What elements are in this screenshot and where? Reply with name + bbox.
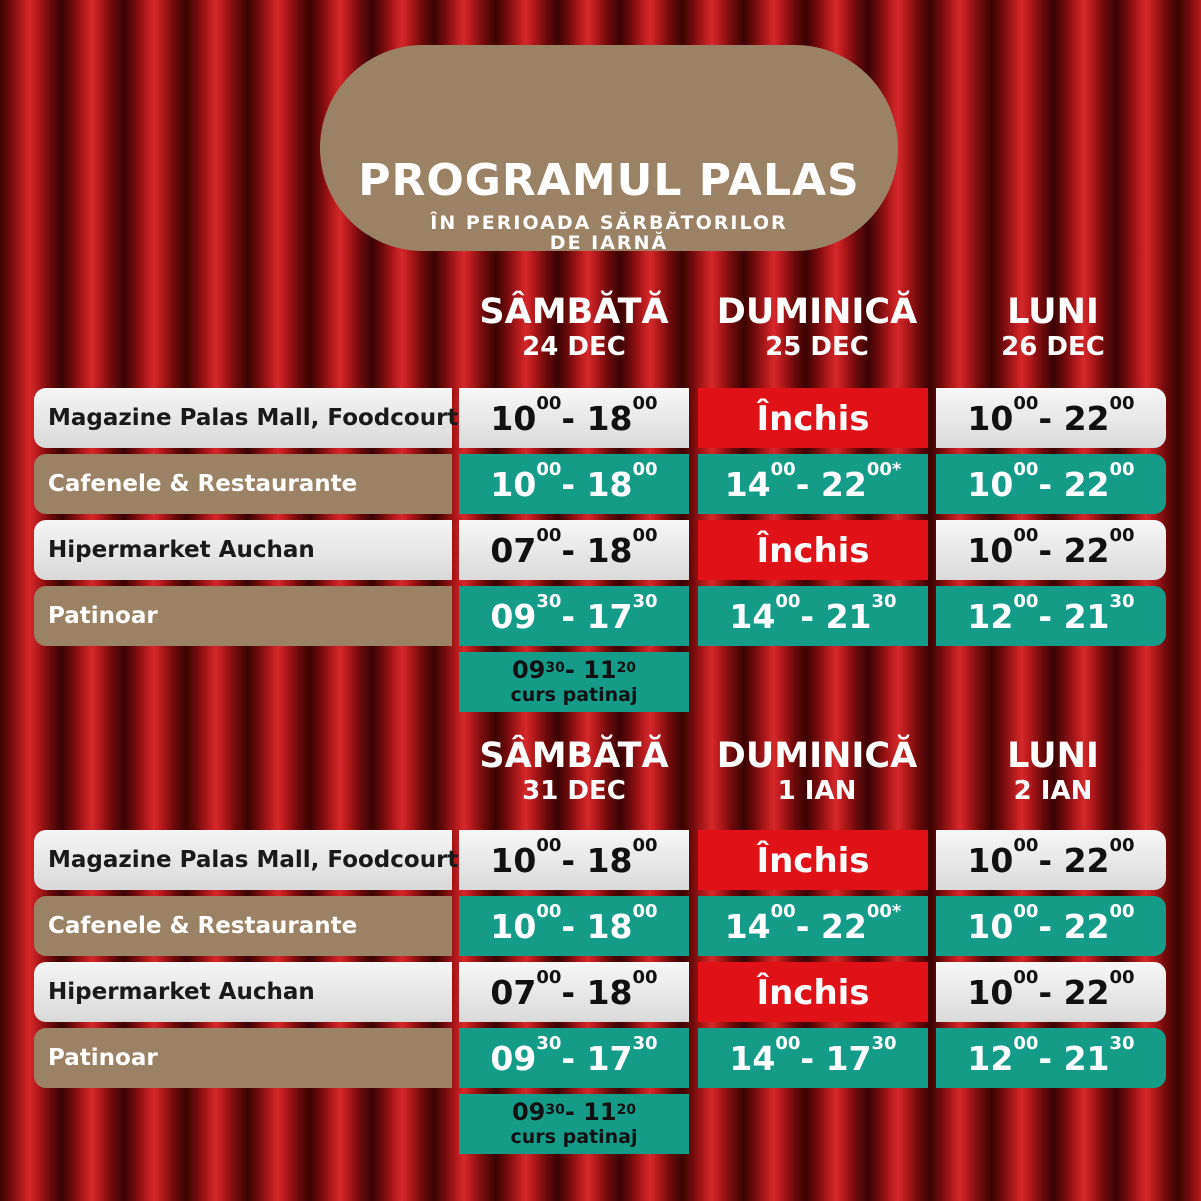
day-header: SÂMBĂTĂ 24 DEC (479, 292, 669, 362)
skating-course-cell: $09^{30}-$ $11^{20}$ curs patinaj (459, 652, 689, 712)
hours-cell: $10^{00}-$ $22^{00}$ (936, 896, 1166, 956)
hours-cell: $10^{00}-$ $22^{00}$ (936, 830, 1166, 890)
day-header: LUNI 2 IAN (1007, 736, 1099, 806)
hours-cell: $07^{00}-$ $18^{00}$ (459, 520, 689, 580)
hours-cell: $07^{00}-$ $18^{00}$ (459, 962, 689, 1022)
day-header: SÂMBĂTĂ 31 DEC (479, 736, 669, 806)
hours-cell: $10^{00}-$ $22^{00}$ (936, 520, 1166, 580)
hours-cell: $09^{30}-$ $17^{30}$ (459, 586, 689, 646)
hours-cell: $10^{00}-$ $22^{00}$ (936, 388, 1166, 448)
hours-cell: $12^{00}-$ $21^{30}$ (936, 586, 1166, 646)
hours-cell: $12^{00}-$ $21^{30}$ (936, 1028, 1166, 1088)
skating-course-cell: $09^{30}-$ $11^{20}$ curs patinaj (459, 1094, 689, 1154)
hours-cell: $14^{00}-$ $22^{00*}$ (698, 454, 928, 514)
page-title: PROGRAMUL PALAS (358, 155, 860, 206)
hours-cell: $10^{00}-$ $18^{00}$ (459, 388, 689, 448)
closed-cell: Închis (698, 388, 928, 448)
hours-cell: $10^{00}-$ $22^{00}$ (936, 962, 1166, 1022)
hours-cell: $10^{00}-$ $18^{00}$ (459, 454, 689, 514)
hours-cell: $09^{30}-$ $17^{30}$ (459, 1028, 689, 1088)
row-label: Hipermarket Auchan (34, 520, 452, 580)
page-subtitle: ÎN PERIOADA SĂRBĂTORILOR (430, 212, 788, 234)
row-label: Patinoar (34, 586, 452, 646)
hours-cell: $10^{00}-$ $18^{00}$ (459, 896, 689, 956)
row-label: Cafenele & Restaurante (34, 896, 452, 956)
hours-cell: $14^{00}-$ $17^{30}$ (698, 1028, 928, 1088)
row-label: Magazine Palas Mall, Foodcourt (34, 830, 452, 890)
closed-cell: Închis (698, 830, 928, 890)
hours-cell: $10^{00}-$ $22^{00}$ (936, 454, 1166, 514)
title-banner (320, 45, 898, 254)
day-header: DUMINICĂ 1 IAN (716, 736, 918, 806)
hours-cell: $14^{00}-$ $21^{30}$ (698, 586, 928, 646)
hours-cell: $10^{00}-$ $18^{00}$ (459, 830, 689, 890)
row-label: Cafenele & Restaurante (34, 454, 452, 514)
row-label: Hipermarket Auchan (34, 962, 452, 1022)
closed-cell: Închis (698, 520, 928, 580)
row-label: Patinoar (34, 1028, 452, 1088)
closed-cell: Închis (698, 962, 928, 1022)
hours-cell: $14^{00}-$ $22^{00*}$ (698, 896, 928, 956)
page-subtitle-2: DE IARNĂ (549, 232, 669, 254)
day-header: LUNI 26 DEC (1001, 292, 1105, 362)
row-label: Magazine Palas Mall, Foodcourt (34, 388, 452, 448)
day-header: DUMINICĂ 25 DEC (716, 292, 918, 362)
